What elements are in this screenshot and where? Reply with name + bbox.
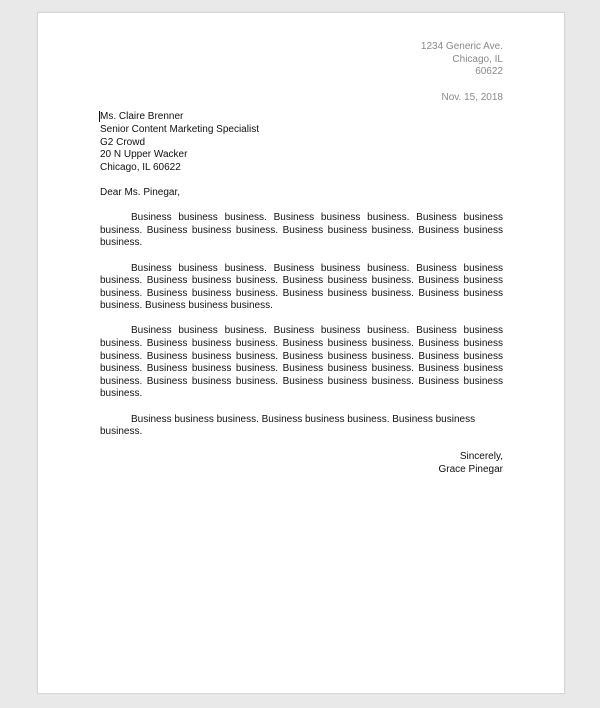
recipient-name: Ms. Claire Brenner bbox=[100, 111, 184, 123]
body-paragraph: Business business business. Business business business. Business business business. bbox=[100, 413, 476, 438]
sender-address bbox=[100, 41, 503, 79]
body-paragraph: Business business business. Business business business. Business business business. Business business business. Business business business. Business business business. bbox=[100, 212, 503, 249]
salutation: Dear Ms. Pinegar, bbox=[100, 186, 181, 198]
letter-body[interactable] bbox=[100, 41, 503, 477]
recipient-street: 20 N Upper Wacker bbox=[100, 149, 188, 161]
text-cursor bbox=[99, 111, 100, 122]
closing-block bbox=[100, 451, 503, 476]
document-page bbox=[37, 12, 565, 694]
signature-name: Grace Pinegar bbox=[438, 464, 503, 475]
body-paragraph: Business business business. Business business business. Business business business. Business business business. Business business business. Business business business. Business business business. Business business business. Business business business. Business business business. Business business business. Business business business. Business business business. Business business business. Business business business. bbox=[100, 325, 503, 400]
recipient-company: G2 Crowd bbox=[100, 136, 146, 148]
body-paragraph: Business business business. Business business business. Business business business. Business business business. Business business business. Business business business. Business business business. Business business business. Business business business. Business business business. bbox=[100, 262, 503, 312]
sender-zip: 60622 bbox=[475, 66, 503, 78]
recipient-title: Senior Content Marketing Specialist bbox=[100, 123, 259, 135]
letter-date: Nov. 15, 2018 bbox=[441, 91, 503, 103]
closing: Sincerely, bbox=[459, 451, 503, 463]
sender-city-state: Chicago, IL bbox=[452, 53, 503, 65]
sender-street: 1234 Generic Ave. bbox=[420, 41, 503, 52]
recipient-address bbox=[100, 111, 503, 174]
recipient-city-state-zip: Chicago, IL 60622 bbox=[100, 161, 181, 173]
